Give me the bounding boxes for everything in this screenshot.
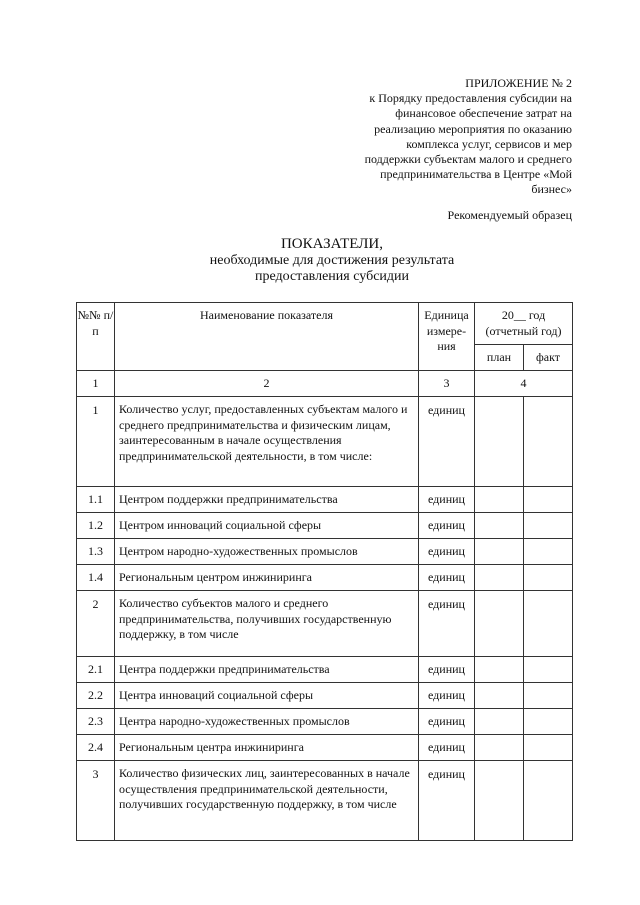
appendix-line: поддержки субъектам малого и среднего: [364, 152, 572, 167]
row-name: Количество физических лиц, заинтересованных в начале осуществления предпринимательской деятельности, получивших государственную поддержку, в том числе: [115, 761, 419, 841]
appendix-line: ПРИЛОЖЕНИЕ № 2: [465, 76, 572, 90]
plan-cell[interactable]: [475, 513, 524, 539]
appendix-line: предпринимательства в Центре «Мой: [380, 167, 572, 182]
table-row: [77, 709, 573, 735]
row-num: 1.3: [77, 539, 115, 565]
appendix-line: финансовое обеспечение затрат на: [395, 106, 572, 121]
plan-cell[interactable]: [475, 487, 524, 513]
header-plan: план: [475, 345, 524, 371]
row-unit: единиц: [419, 657, 475, 683]
appendix-line: комплекса услуг, сервисов и мер: [406, 136, 572, 151]
plan-cell[interactable]: [475, 565, 524, 591]
fact-cell[interactable]: [524, 735, 573, 761]
table-row: [77, 397, 573, 487]
row-unit: единиц: [419, 539, 475, 565]
fact-cell[interactable]: [524, 683, 573, 709]
row-unit: единиц: [419, 487, 475, 513]
indicators-table: [76, 302, 573, 841]
table-row: [77, 657, 573, 683]
header-unit: Единица измере-ния: [419, 303, 475, 371]
header-year: [475, 303, 573, 345]
row-name: Центра народно-художественных промыслов: [115, 709, 419, 735]
fact-cell[interactable]: [524, 761, 573, 841]
table-row: [77, 591, 573, 657]
fact-cell[interactable]: [524, 487, 573, 513]
row-num: 1: [77, 397, 115, 487]
row-num: 2.2: [77, 683, 115, 709]
row-unit: единиц: [419, 591, 475, 657]
row-name: Центром инноваций социальной сферы: [115, 513, 419, 539]
document-title: [150, 236, 514, 285]
row-name: Центром поддержки предпринимательства: [115, 487, 419, 513]
row-num: 2.3: [77, 709, 115, 735]
index-cell: 1: [77, 371, 115, 397]
appendix-header: [330, 76, 572, 198]
plan-cell[interactable]: [475, 539, 524, 565]
row-unit: единиц: [419, 761, 475, 841]
table-row: [77, 761, 573, 841]
plan-cell[interactable]: [475, 709, 524, 735]
row-name: Центра поддержки предпринимательства: [115, 657, 419, 683]
title-line-3: предоставления субсидии: [254, 269, 410, 284]
header-fact: факт: [524, 345, 573, 371]
row-name: Региональным центром инжиниринга: [115, 565, 419, 591]
title-line-2: необходимые для достижения результата: [209, 253, 455, 268]
index-row: [77, 371, 573, 397]
table-row: [77, 513, 573, 539]
row-num: 2.4: [77, 735, 115, 761]
fact-cell[interactable]: [524, 657, 573, 683]
appendix-line: к Порядку предоставления субсидии на: [369, 91, 572, 106]
fact-cell[interactable]: [524, 397, 573, 487]
row-name: Центром народно-художественных промыслов: [115, 539, 419, 565]
table-row: [77, 683, 573, 709]
row-name: Количество услуг, предоставленных субъектам малого и среднего предпринимательства и физическим лицам, заинтересованным в начале осуществления предпринимательской деятельности, в том числе:: [115, 397, 419, 487]
fact-cell[interactable]: [524, 513, 573, 539]
row-num: 2.1: [77, 657, 115, 683]
row-unit: единиц: [419, 735, 475, 761]
row-name: Региональным центра инжиниринга: [115, 735, 419, 761]
row-name: Количество субъектов малого и среднего предпринимательства, получивших государственную поддержку, в том числе: [115, 591, 419, 657]
row-unit: единиц: [419, 683, 475, 709]
header-name: Наименование показателя: [115, 303, 419, 371]
index-cell: 2: [115, 371, 419, 397]
row-unit: единиц: [419, 397, 475, 487]
header-year-line1: 20__ год: [501, 308, 546, 322]
plan-cell[interactable]: [475, 761, 524, 841]
row-unit: единиц: [419, 709, 475, 735]
appendix-line: реализацию мероприятия по оказанию: [374, 121, 572, 136]
row-name: Центра инноваций социальной сферы: [115, 683, 419, 709]
row-num: 3: [77, 761, 115, 841]
header-year-line2: (отчетный год): [485, 323, 562, 338]
fact-cell[interactable]: [524, 565, 573, 591]
appendix-line: бизнес»: [531, 182, 572, 197]
header-num: №№ п/п: [77, 303, 115, 371]
sample-label: Рекомендуемый образец: [447, 208, 572, 222]
row-unit: единиц: [419, 565, 475, 591]
table-row: [77, 539, 573, 565]
row-num: 1.2: [77, 513, 115, 539]
table-row: [77, 565, 573, 591]
plan-cell[interactable]: [475, 657, 524, 683]
table-row: [77, 487, 573, 513]
row-unit: единиц: [419, 513, 475, 539]
fact-cell[interactable]: [524, 591, 573, 657]
title-line-1: ПОКАЗАТЕЛИ,: [280, 236, 384, 252]
table-row: [77, 735, 573, 761]
fact-cell[interactable]: [524, 539, 573, 565]
row-num: 2: [77, 591, 115, 657]
index-cell: 4: [475, 371, 573, 397]
fact-cell[interactable]: [524, 709, 573, 735]
index-cell: 3: [419, 371, 475, 397]
row-num: 1.1: [77, 487, 115, 513]
plan-cell[interactable]: [475, 591, 524, 657]
row-num: 1.4: [77, 565, 115, 591]
plan-cell[interactable]: [475, 735, 524, 761]
plan-cell[interactable]: [475, 683, 524, 709]
plan-cell[interactable]: [475, 397, 524, 487]
